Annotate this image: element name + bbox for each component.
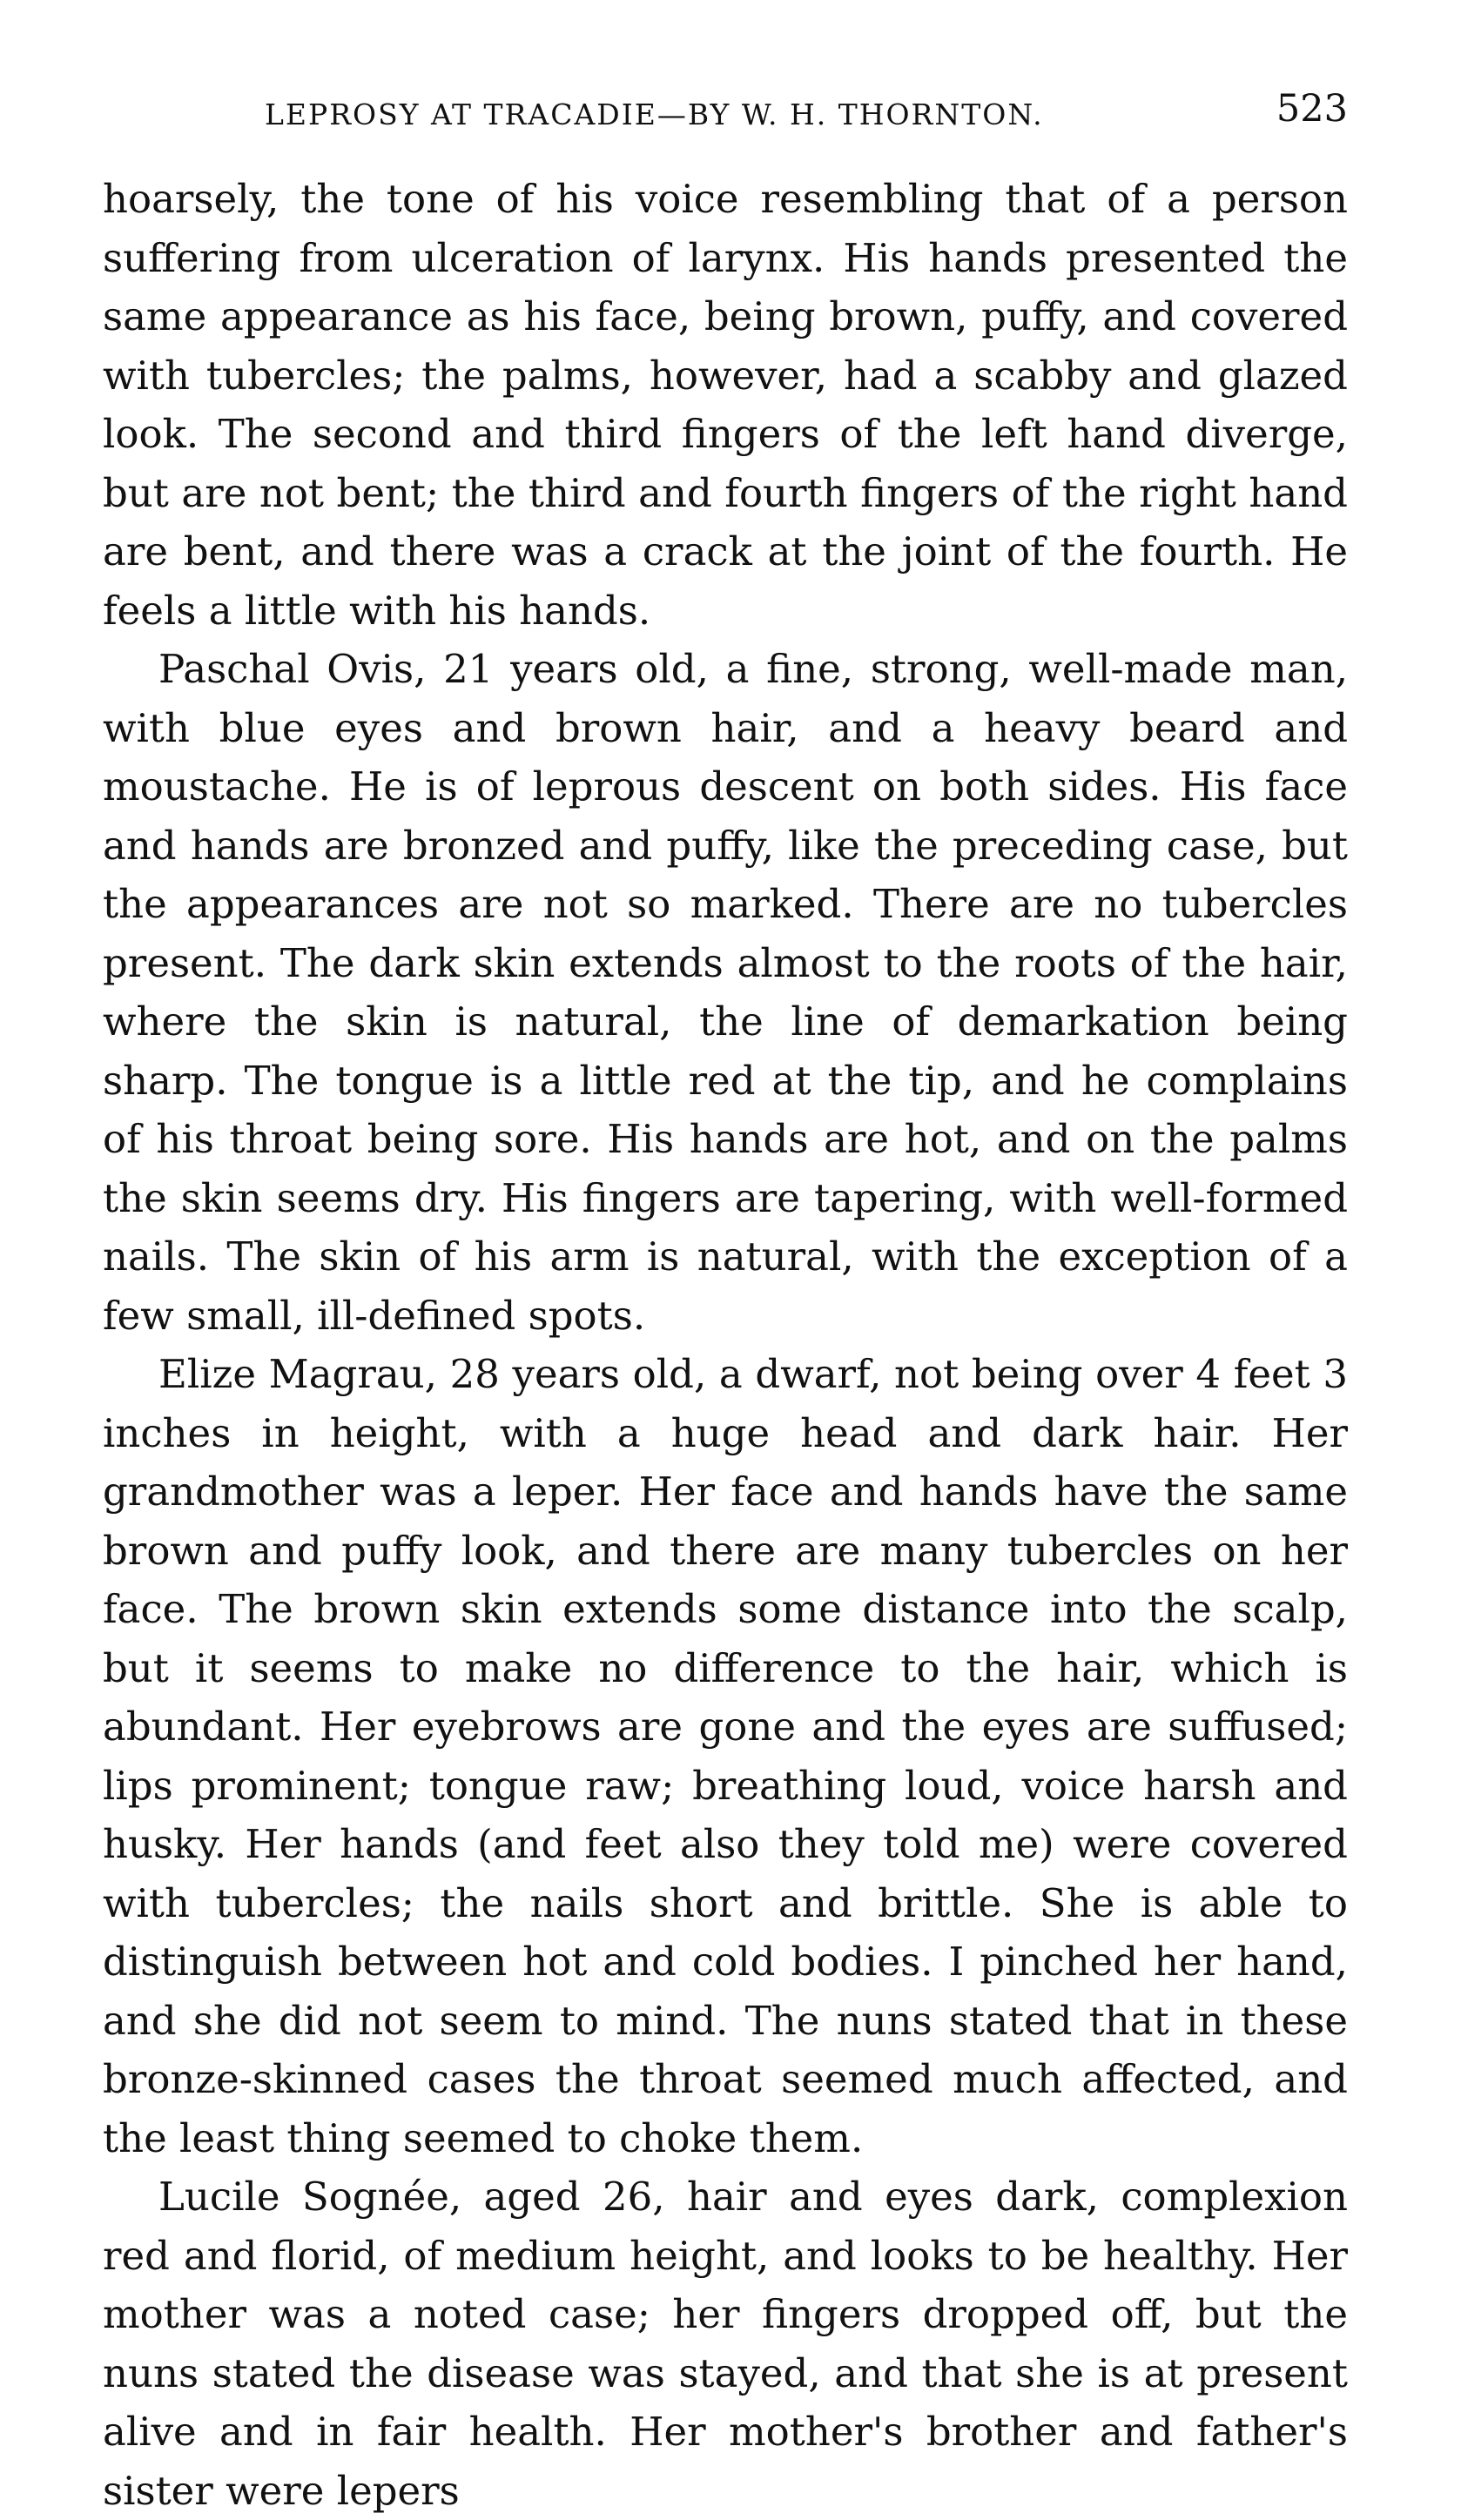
running-title: LEPROSY AT TRACADIE—BY W. H. THORNTON. xyxy=(265,97,1044,131)
paragraph-elize-magrau: Elize Magrau, 28 years old, a dwarf, not being over 4 feet 3 inches in height, with a huge head and dark hair. Her grandmother was a leper. Her face and hands have the same brown and puffy look, and there are many tubercles on her face. The brown skin extends some distance into the scalp, but it seems to make no difference to the hair, which is abundant. Her eyebrows are gone and the eyes are suffused; lips prominent; tongue raw; breathing loud, voice harsh and husky. Her hands (and feet also they told me) were covered with tubercles; the nails short and brittle. She is able to distinguish between hot and cold bodies. I pinched her hand, and she did not seem to mind. The nuns stated that in these bronze-skinned cases the throat seemed much affected, and the least thing seemed to choke them. xyxy=(103,1351,1348,2161)
paragraph-continuation: hoarsely, the tone of his voice resembling that of a person suffering from ulceration of larynx. His hands presented the same appearance as his face, being brown, puffy, and covered with tubercles; the palms, however, had a scabby and glazed look. The second and third fingers of the left hand diverge, but are not bent; the third and fourth fingers of the right hand are bent, and there was a crack at the joint of the fourth. He feels a little with his hands. xyxy=(103,176,1348,634)
running-head xyxy=(103,80,1348,141)
page-number: 523 xyxy=(1276,87,1348,131)
body-text xyxy=(103,170,1348,2520)
paragraph-lucile-sognee: Lucile Sognée, aged 26, hair and eyes dark, complexion red and florid, of medium height, and looks to be healthy. Her mother was a noted case; her fingers dropped off, but the nuns stated the disease was stayed, and that she is at present alive and in fair health. Her mother's brother and father's sister were lepers xyxy=(103,2174,1348,2514)
paragraph-paschal-ovis: Paschal Ovis, 21 years old, a fine, strong, well-made man, with blue eyes and brown hair, and a heavy beard and moustache. He is of leprous descent on both sides. His face and hands are bronzed and puffy, like the preceding case, but the appearances are not so marked. There are no tubercles present. The dark skin extends almost to the roots of the hair, where the skin is natural, the line of demarkation being sharp. The tongue is a little red at the tip, and he complains of his throat being sore. His hands are hot, and on the palms the skin seems dry. His fingers are tapering, with well-formed nails. The skin of his arm is natural, with the exception of a few small, ill-defined spots. xyxy=(103,646,1348,1339)
